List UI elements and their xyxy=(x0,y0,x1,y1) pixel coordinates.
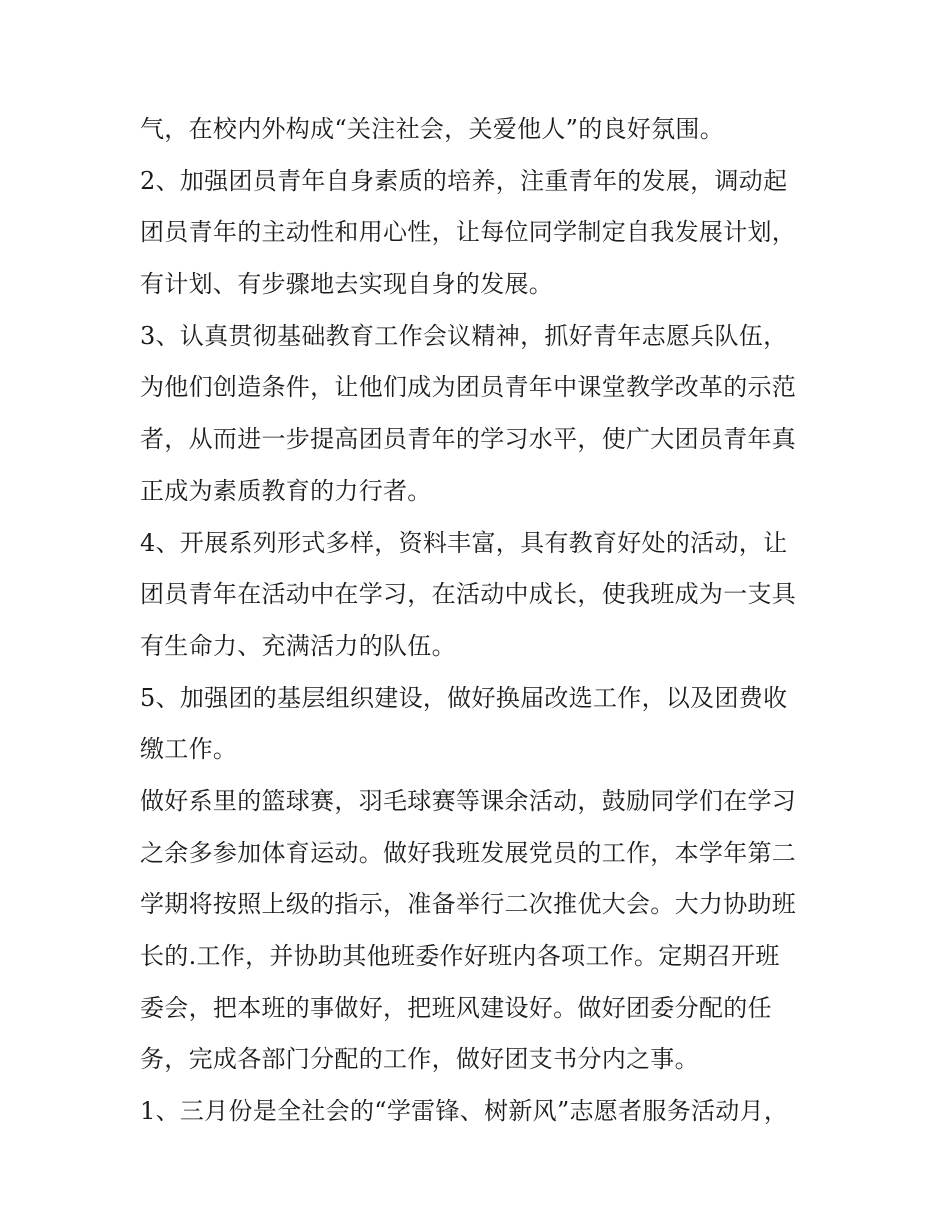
document-body xyxy=(140,104,830,1138)
text-line: 1、三月份是全社会的“学雷锋、树新风”志愿者服务活动月， xyxy=(140,1097,789,1126)
text-line: 者，从而进一步提高团员青年的学习水平，使广大团员青年真 xyxy=(140,425,797,454)
text-line: 正成为素质教育的力行者。 xyxy=(140,476,432,505)
text-line: 做好系里的篮球赛，羽毛球赛等课余活动，鼓励同学们在学习 xyxy=(140,786,797,815)
text-line: 长的.工作，并协助其他班委作好班内各项工作。定期召开班 xyxy=(140,942,780,970)
text-line: 5、加强团的基层组织建设，做好换届改选工作，以及团费收 xyxy=(140,683,788,712)
text-line: 团员青年的主动性和用心性，让每位同学制定自我发展计划， xyxy=(140,218,797,247)
text-line: 为他们创造条件，让他们成为团员青年中课堂教学改革的示范 xyxy=(140,373,797,402)
text-line: 之余多参加体育运动。做好我班发展党员的工作，本学年第二 xyxy=(140,838,797,867)
text-line: 缴工作。 xyxy=(140,735,238,764)
text-line: 3、认真贯彻基础教育工作会议精神，抓好青年志愿兵队伍， xyxy=(140,321,788,350)
text-line: 气，在校内外构成“关注社会，关爱他人”的良好氛围。 xyxy=(140,115,725,143)
text-line: 2、加强团员青年自身素质的培养，注重青年的发展，调动起 xyxy=(140,166,788,195)
text-line: 有生命力、充满活力的队伍。 xyxy=(140,631,456,660)
text-line: 学期将按照上级的指示，准备举行二次推优大会。大力协助班 xyxy=(140,890,797,919)
text-line: 4、开展系列形式多样，资料丰富，具有教育好处的活动，让 xyxy=(140,528,788,557)
text-line: 务，完成各部门分配的工作，做好团支书分内之事。 xyxy=(140,1045,699,1074)
text-line: 团员青年在活动中在学习，在活动中成长，使我班成为一支具 xyxy=(140,580,797,609)
text-line: 有计划、有步骤地去实现自身的发展。 xyxy=(140,270,554,299)
text-line: 委会，把本班的事做好，把班风建设好。做好团委分配的任 xyxy=(140,993,772,1022)
